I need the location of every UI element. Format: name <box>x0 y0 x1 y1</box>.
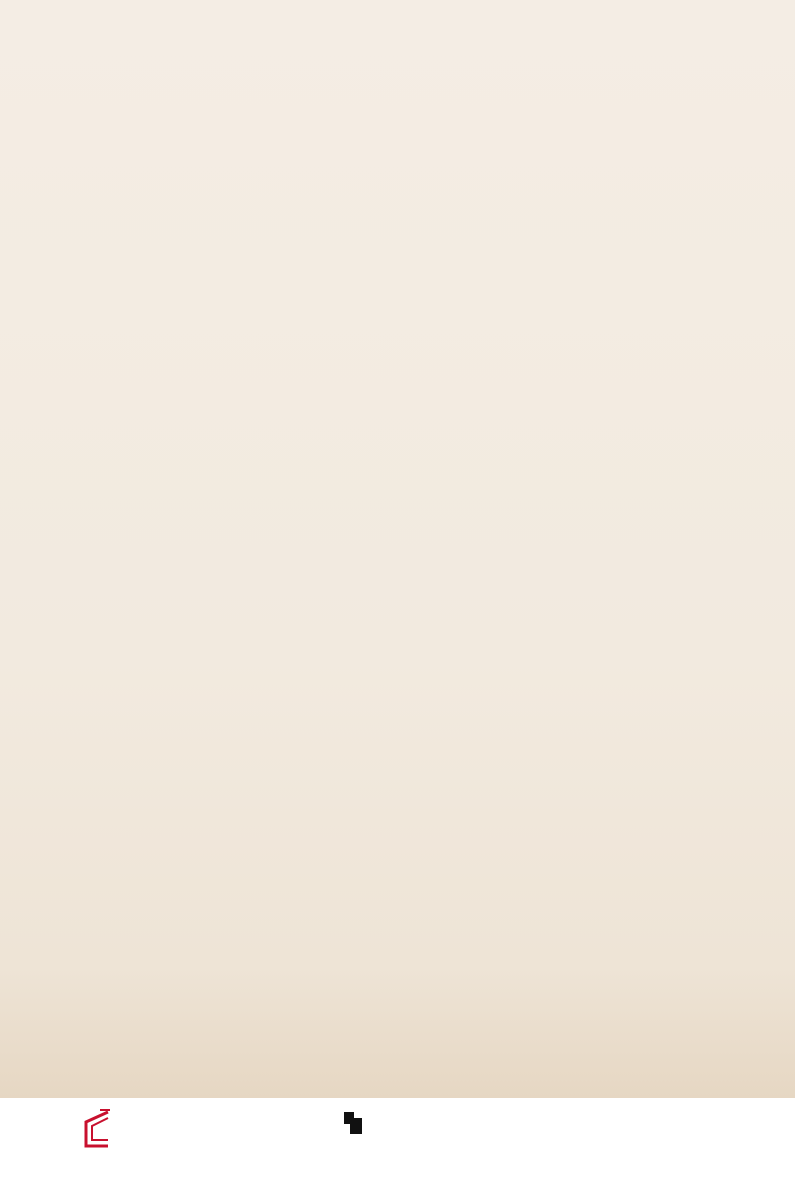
digitization-footer <box>0 1098 795 1188</box>
kunstbibliothek-logo-icon <box>342 1110 364 1136</box>
ub-heidelberg-logo-icon <box>78 1108 112 1150</box>
